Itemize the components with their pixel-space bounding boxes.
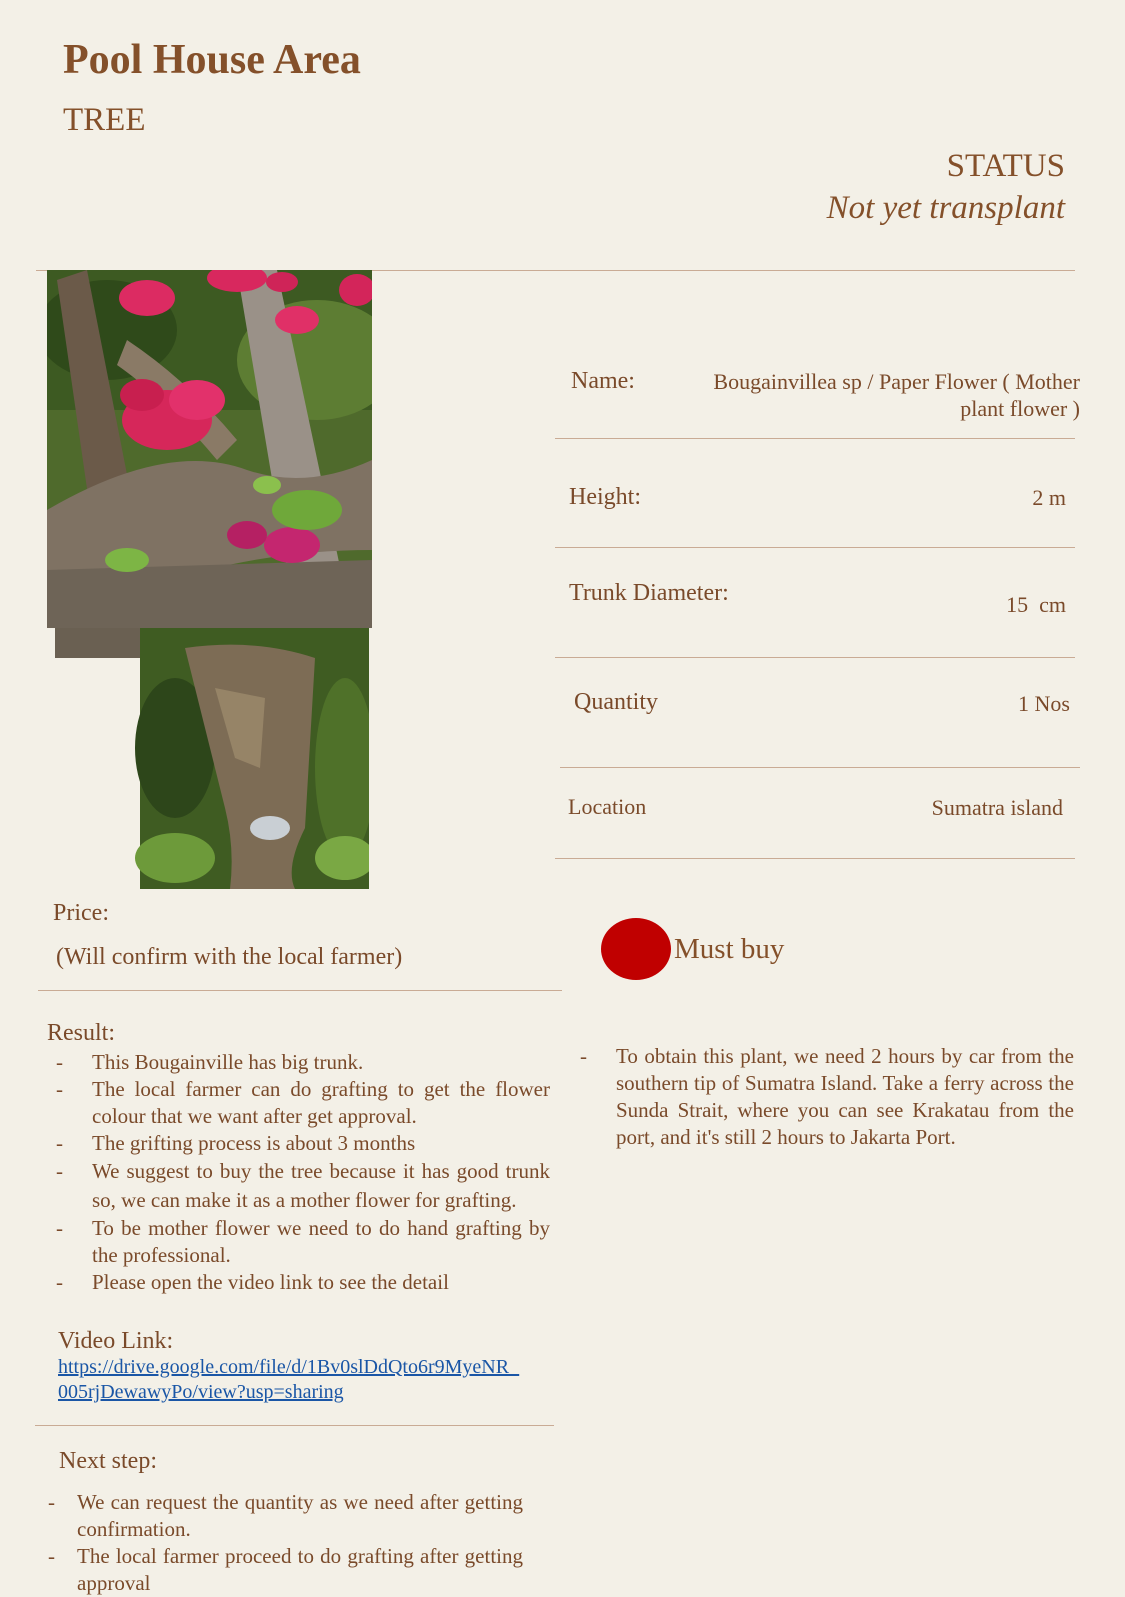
price-label: Price: [53,900,109,926]
price-divider [38,990,562,991]
height-value: 2 m [1032,485,1066,510]
name-value: Bougainvillea sp / Paper Flower ( Mother plant flower ) [713,369,1080,421]
result-item: - The grifting process is about 3 months [56,1130,550,1157]
details-divider [555,438,1075,439]
must-buy-indicator [601,918,671,980]
video-link[interactable]: https://drive.google.com/file/d/1Bv0slDdQto6r9MyeNR_005rjDewawyPo/view?usp=sharing [58,1356,520,1403]
name-label: Name: [571,368,635,394]
details-divider [560,767,1080,768]
details-divider [555,657,1075,658]
next-step-list [48,1489,523,1597]
video-divider [35,1425,554,1426]
video-link-label: Video Link: [58,1328,174,1354]
tree-photo-trunk [55,628,369,889]
details-divider [555,547,1075,548]
details-divider [555,858,1075,859]
price-value: (Will confirm with the local farmer) [56,944,403,970]
trunk-diameter-label: Trunk Diameter: [569,580,729,606]
next-step-item: - The local farmer proceed to do grafting after getting approval [48,1543,523,1597]
category-label: TREE [63,102,146,138]
page-title: Pool House Area [63,37,361,83]
status-label: STATUS [946,148,1065,184]
result-list [56,1049,550,1296]
trunk-diameter-value: 15 cm [1006,592,1066,617]
status-value: Not yet transplant [826,190,1065,226]
result-label: Result: [47,1020,116,1046]
tree-photo-flowers [47,270,372,628]
result-item: - To be mother flower we need to do hand grafting by the professional. [56,1215,550,1269]
next-step-item: - We can request the quantity as we need after getting confirmation. [48,1489,523,1543]
must-buy-label: Must buy [674,933,785,965]
height-label: Height: [569,484,641,510]
quantity-value: 1 Nos [1018,691,1070,716]
quantity-label: Quantity [574,689,658,715]
next-step-label: Next step: [59,1448,157,1474]
result-item: - The local farmer can do grafting to get the flower colour that we want after get approval. [56,1076,550,1130]
result-item: - We suggest to buy the tree because it has good trunk so, we can make it as a mother flower for grafting. [56,1157,550,1215]
location-value: Sumatra island [931,795,1063,820]
transport-notes [580,1043,1074,1151]
transport-note: - To obtain this plant, we need 2 hours by car from the southern tip of Sumatra Island. Take a ferry across the Sunda Strait, where you can see Krakatau from the port, and it's still 2 hours to Jakarta Port. [580,1043,1074,1151]
result-item: - Please open the video link to see the detail [56,1269,550,1296]
location-label: Location [568,794,647,819]
result-item: - This Bougainville has big trunk. [56,1049,550,1076]
